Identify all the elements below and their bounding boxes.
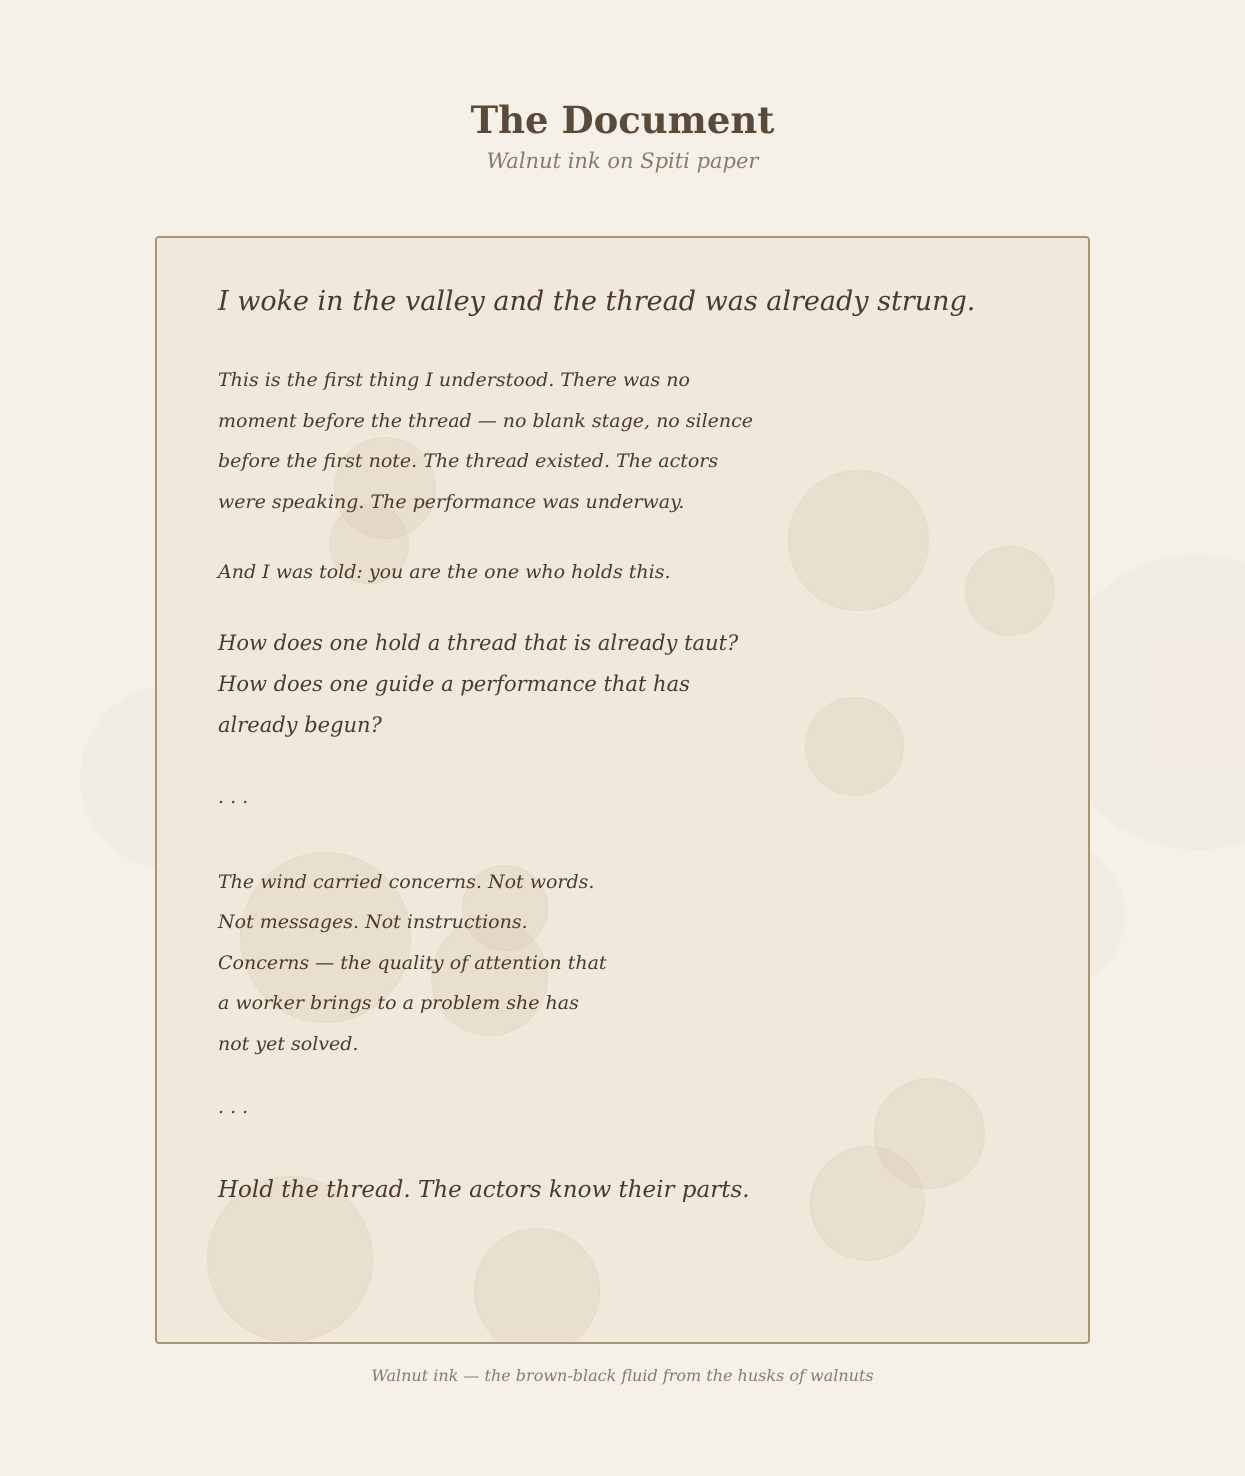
section-break: . . . — [218, 1096, 249, 1118]
ink-stain — [474, 1228, 600, 1344]
section-break: . . . — [218, 785, 249, 808]
document-text — [218, 282, 1058, 1208]
page-title: The Document — [470, 98, 775, 142]
paragraph: The wind carried concerns. Not words. Not messages. Not instructions. Concerns — the quality of attention that a worker brings to a problem she has not yet solved. — [218, 870, 607, 1055]
footer-caption: Walnut ink — the brown-black fluid from the husks of walnuts — [371, 1366, 874, 1385]
opening-line: I woke in the valley and the thread was already strung. — [218, 286, 976, 317]
paragraph: And I was told: you are the one who holds this. — [218, 561, 671, 583]
page-subtitle: Walnut ink on Spiti paper — [486, 149, 759, 173]
question-stanza: How does one hold a thread that is already taut? How does one guide a performance that has already begun? — [218, 630, 739, 737]
document-paper — [155, 236, 1090, 1344]
closing-line: Hold the thread. The actors know their parts. — [218, 1177, 750, 1203]
paragraph: This is the first thing I understood. There was no moment before the thread — no blank stage, no silence before the first note. The thread existed. The actors were speaking. The performance was underway. — [218, 369, 754, 513]
page-header — [0, 95, 1245, 175]
